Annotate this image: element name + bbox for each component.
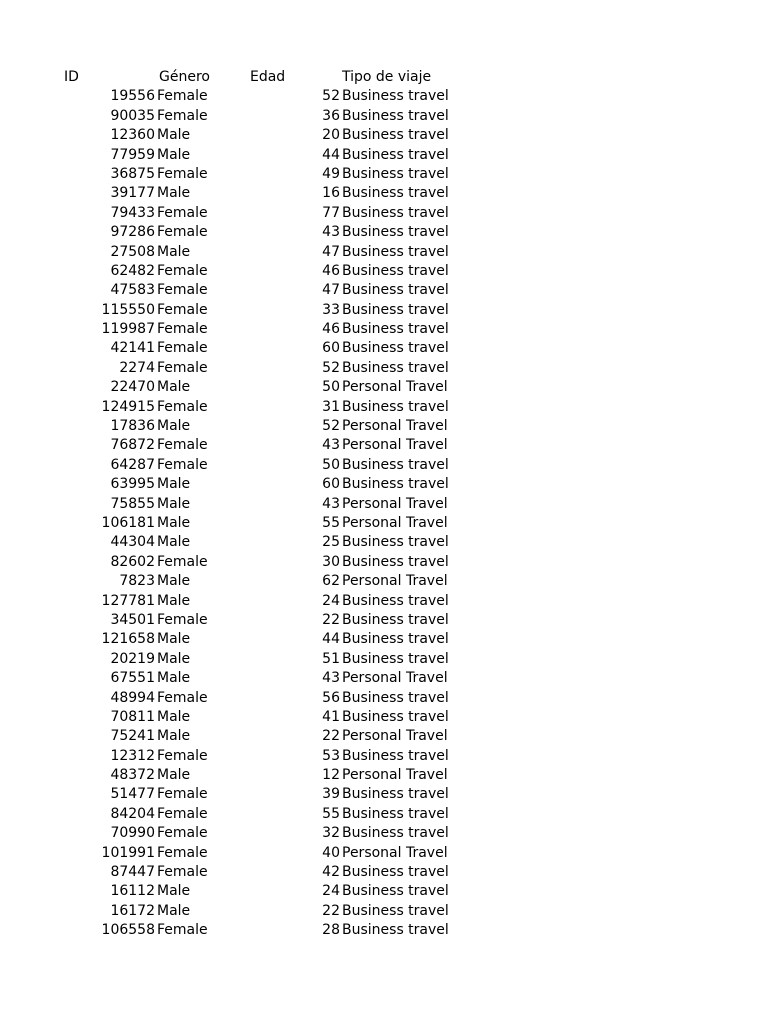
cell-id: 84204	[110, 805, 155, 822]
cell-id: 20219	[110, 650, 155, 667]
cell-id: 47583	[110, 282, 155, 299]
header-edad: Edad	[250, 69, 286, 85]
table-row	[0, 243, 768, 262]
cell-id: 44304	[110, 534, 155, 551]
cell-edad: 32	[322, 825, 340, 842]
cell-genero: Male	[157, 146, 191, 163]
cell-tipo-de-viaje: Personal Travel	[342, 767, 448, 784]
cell-id: 106558	[101, 922, 155, 939]
table-row	[0, 514, 768, 533]
table-row	[0, 553, 768, 572]
cell-tipo-de-viaje: Business travel	[342, 689, 449, 706]
cell-tipo-de-viaje: Business travel	[342, 650, 449, 667]
cell-tipo-de-viaje: Business travel	[342, 611, 449, 628]
cell-id: 62482	[110, 262, 155, 279]
cell-id: 90035	[110, 107, 155, 124]
table-row	[0, 301, 768, 320]
cell-edad: 25	[322, 534, 340, 551]
cell-edad: 16	[322, 185, 340, 202]
cell-edad: 41	[322, 708, 340, 725]
cell-genero: Male	[157, 728, 191, 745]
cell-tipo-de-viaje: Business travel	[342, 631, 449, 648]
cell-id: 22470	[110, 379, 155, 396]
cell-genero: Female	[157, 88, 208, 105]
cell-genero: Female	[157, 359, 208, 376]
cell-edad: 52	[322, 88, 340, 105]
table-row	[0, 630, 768, 649]
cell-tipo-de-viaje: Personal Travel	[342, 573, 448, 590]
table-row	[0, 882, 768, 901]
cell-genero: Female	[157, 398, 208, 415]
cell-edad: 47	[322, 282, 340, 299]
cell-tipo-de-viaje: Business travel	[342, 883, 449, 900]
cell-edad: 60	[322, 476, 340, 493]
table-row	[0, 320, 768, 339]
cell-genero: Female	[157, 262, 208, 279]
cell-genero: Male	[157, 902, 191, 919]
cell-tipo-de-viaje: Business travel	[342, 262, 449, 279]
cell-edad: 12	[322, 767, 340, 784]
cell-id: 115550	[101, 301, 155, 318]
table-row	[0, 417, 768, 436]
table-row	[0, 107, 768, 126]
header-row	[0, 68, 768, 87]
table-row	[0, 262, 768, 281]
cell-tipo-de-viaje: Personal Travel	[342, 514, 448, 531]
cell-id: 39177	[110, 185, 155, 202]
cell-id: 70990	[110, 825, 155, 842]
cell-tipo-de-viaje: Personal Travel	[342, 437, 448, 454]
table-row	[0, 475, 768, 494]
table-row	[0, 204, 768, 223]
cell-tipo-de-viaje: Personal Travel	[342, 418, 448, 435]
cell-id: 124915	[101, 398, 155, 415]
table-row	[0, 572, 768, 591]
cell-id: 127781	[101, 592, 155, 609]
cell-id: 64287	[110, 456, 155, 473]
cell-edad: 52	[322, 359, 340, 376]
cell-tipo-de-viaje: Business travel	[342, 243, 449, 260]
cell-genero: Male	[157, 514, 191, 531]
cell-id: 77959	[110, 146, 155, 163]
cell-id: 17836	[110, 418, 155, 435]
cell-tipo-de-viaje: Business travel	[342, 359, 449, 376]
cell-edad: 36	[322, 107, 340, 124]
cell-tipo-de-viaje: Business travel	[342, 146, 449, 163]
cell-edad: 20	[322, 127, 340, 144]
cell-genero: Male	[157, 534, 191, 551]
cell-tipo-de-viaje: Business travel	[342, 107, 449, 124]
table-row	[0, 611, 768, 630]
data-table	[0, 68, 768, 941]
cell-tipo-de-viaje: Business travel	[342, 864, 449, 881]
cell-id: 79433	[110, 204, 155, 221]
cell-edad: 43	[322, 224, 340, 241]
cell-id: 19556	[110, 88, 155, 105]
cell-edad: 47	[322, 243, 340, 260]
cell-edad: 22	[322, 611, 340, 628]
cell-id: 101991	[101, 844, 155, 861]
header-tipo-de-viaje: Tipo de viaje	[342, 69, 432, 85]
cell-id: 42141	[110, 340, 155, 357]
cell-genero: Male	[157, 650, 191, 667]
cell-edad: 52	[322, 418, 340, 435]
cell-tipo-de-viaje: Personal Travel	[342, 379, 448, 396]
cell-edad: 31	[322, 398, 340, 415]
table-row	[0, 184, 768, 203]
cell-id: 121658	[101, 631, 155, 648]
cell-genero: Male	[157, 592, 191, 609]
cell-edad: 55	[322, 514, 340, 531]
table-row	[0, 398, 768, 417]
cell-edad: 42	[322, 864, 340, 881]
cell-tipo-de-viaje: Business travel	[342, 553, 449, 570]
cell-edad: 56	[322, 689, 340, 706]
table-row	[0, 766, 768, 785]
table-row	[0, 902, 768, 921]
cell-edad: 43	[322, 437, 340, 454]
cell-edad: 53	[322, 747, 340, 764]
cell-tipo-de-viaje: Personal Travel	[342, 670, 448, 687]
cell-genero: Female	[157, 747, 208, 764]
table-row	[0, 126, 768, 145]
table-row	[0, 785, 768, 804]
cell-tipo-de-viaje: Business travel	[342, 747, 449, 764]
table-row	[0, 378, 768, 397]
cell-genero: Female	[157, 282, 208, 299]
table-row	[0, 146, 768, 165]
cell-genero: Male	[157, 476, 191, 493]
cell-id: 75241	[110, 728, 155, 745]
cell-edad: 24	[322, 592, 340, 609]
header-id: ID	[64, 69, 79, 85]
cell-tipo-de-viaje: Business travel	[342, 902, 449, 919]
cell-id: 16172	[110, 902, 155, 919]
cell-genero: Female	[157, 553, 208, 570]
cell-genero: Male	[157, 185, 191, 202]
cell-genero: Male	[157, 495, 191, 512]
table-row	[0, 863, 768, 882]
cell-tipo-de-viaje: Business travel	[342, 88, 449, 105]
cell-tipo-de-viaje: Business travel	[342, 592, 449, 609]
cell-genero: Male	[157, 883, 191, 900]
cell-tipo-de-viaje: Business travel	[342, 340, 449, 357]
table-row	[0, 689, 768, 708]
cell-id: 12360	[110, 127, 155, 144]
cell-genero: Female	[157, 204, 208, 221]
cell-edad: 22	[322, 728, 340, 745]
cell-id: 75855	[110, 495, 155, 512]
table-body	[0, 87, 768, 940]
cell-tipo-de-viaje: Business travel	[342, 127, 449, 144]
table-row	[0, 747, 768, 766]
cell-genero: Male	[157, 767, 191, 784]
cell-edad: 50	[322, 379, 340, 396]
table-row	[0, 456, 768, 475]
cell-tipo-de-viaje: Business travel	[342, 786, 449, 803]
cell-id: 12312	[110, 747, 155, 764]
table-row	[0, 727, 768, 746]
cell-tipo-de-viaje: Business travel	[342, 398, 449, 415]
cell-id: 27508	[110, 243, 155, 260]
cell-edad: 60	[322, 340, 340, 357]
cell-edad: 24	[322, 883, 340, 900]
cell-edad: 43	[322, 495, 340, 512]
cell-tipo-de-viaje: Business travel	[342, 185, 449, 202]
cell-genero: Female	[157, 805, 208, 822]
cell-genero: Female	[157, 611, 208, 628]
cell-edad: 46	[322, 321, 340, 338]
table-row	[0, 223, 768, 242]
table-row	[0, 669, 768, 688]
cell-tipo-de-viaje: Business travel	[342, 825, 449, 842]
cell-tipo-de-viaje: Business travel	[342, 224, 449, 241]
table-row	[0, 359, 768, 378]
cell-genero: Male	[157, 631, 191, 648]
cell-edad: 40	[322, 844, 340, 861]
cell-edad: 33	[322, 301, 340, 318]
table-row	[0, 436, 768, 455]
cell-genero: Male	[157, 573, 191, 590]
cell-tipo-de-viaje: Business travel	[342, 321, 449, 338]
cell-genero: Female	[157, 340, 208, 357]
cell-id: 106181	[101, 514, 155, 531]
cell-tipo-de-viaje: Business travel	[342, 301, 449, 318]
table-row	[0, 281, 768, 300]
cell-tipo-de-viaje: Business travel	[342, 282, 449, 299]
cell-genero: Female	[157, 844, 208, 861]
header-genero: Género	[159, 69, 210, 85]
cell-edad: 77	[322, 204, 340, 221]
cell-id: 97286	[110, 224, 155, 241]
cell-genero: Male	[157, 418, 191, 435]
cell-id: 67551	[110, 670, 155, 687]
cell-edad: 62	[322, 573, 340, 590]
table-row	[0, 87, 768, 106]
cell-tipo-de-viaje: Personal Travel	[342, 495, 448, 512]
table-row	[0, 805, 768, 824]
cell-genero: Male	[157, 243, 191, 260]
table-row	[0, 824, 768, 843]
cell-edad: 44	[322, 146, 340, 163]
cell-edad: 50	[322, 456, 340, 473]
table-row	[0, 844, 768, 863]
cell-genero: Female	[157, 864, 208, 881]
cell-id: 76872	[110, 437, 155, 454]
cell-tipo-de-viaje: Business travel	[342, 708, 449, 725]
cell-genero: Female	[157, 165, 208, 182]
cell-edad: 39	[322, 786, 340, 803]
cell-genero: Female	[157, 224, 208, 241]
cell-edad: 30	[322, 553, 340, 570]
cell-genero: Male	[157, 708, 191, 725]
cell-genero: Female	[157, 107, 208, 124]
table-row	[0, 533, 768, 552]
cell-id: 36875	[110, 165, 155, 182]
cell-id: 119987	[101, 321, 155, 338]
cell-id: 82602	[110, 553, 155, 570]
cell-genero: Female	[157, 825, 208, 842]
cell-tipo-de-viaje: Business travel	[342, 456, 449, 473]
cell-genero: Female	[157, 922, 208, 939]
table-row	[0, 708, 768, 727]
cell-tipo-de-viaje: Business travel	[342, 534, 449, 551]
cell-tipo-de-viaje: Business travel	[342, 922, 449, 939]
cell-edad: 28	[322, 922, 340, 939]
cell-id: 87447	[110, 864, 155, 881]
table-row	[0, 650, 768, 669]
cell-tipo-de-viaje: Business travel	[342, 476, 449, 493]
cell-genero: Female	[157, 301, 208, 318]
table-row	[0, 165, 768, 184]
cell-id: 34501	[110, 611, 155, 628]
cell-id: 70811	[110, 708, 155, 725]
cell-edad: 22	[322, 902, 340, 919]
cell-tipo-de-viaje: Personal Travel	[342, 844, 448, 861]
table-row	[0, 495, 768, 514]
cell-genero: Male	[157, 379, 191, 396]
cell-genero: Male	[157, 670, 191, 687]
cell-genero: Female	[157, 456, 208, 473]
cell-genero: Female	[157, 689, 208, 706]
cell-id: 16112	[110, 883, 155, 900]
cell-tipo-de-viaje: Business travel	[342, 805, 449, 822]
cell-id: 63995	[110, 476, 155, 493]
cell-genero: Male	[157, 127, 191, 144]
table-row	[0, 921, 768, 940]
cell-edad: 55	[322, 805, 340, 822]
cell-edad: 46	[322, 262, 340, 279]
cell-id: 51477	[110, 786, 155, 803]
cell-genero: Female	[157, 786, 208, 803]
cell-genero: Female	[157, 321, 208, 338]
cell-edad: 44	[322, 631, 340, 648]
cell-id: 48372	[110, 767, 155, 784]
cell-id: 48994	[110, 689, 155, 706]
cell-tipo-de-viaje: Business travel	[342, 165, 449, 182]
cell-tipo-de-viaje: Business travel	[342, 204, 449, 221]
cell-tipo-de-viaje: Personal Travel	[342, 728, 448, 745]
cell-edad: 51	[322, 650, 340, 667]
table-row	[0, 592, 768, 611]
cell-id: 7823	[119, 573, 155, 590]
cell-edad: 49	[322, 165, 340, 182]
cell-genero: Female	[157, 437, 208, 454]
cell-id: 2274	[119, 359, 155, 376]
table-row	[0, 339, 768, 358]
cell-edad: 43	[322, 670, 340, 687]
